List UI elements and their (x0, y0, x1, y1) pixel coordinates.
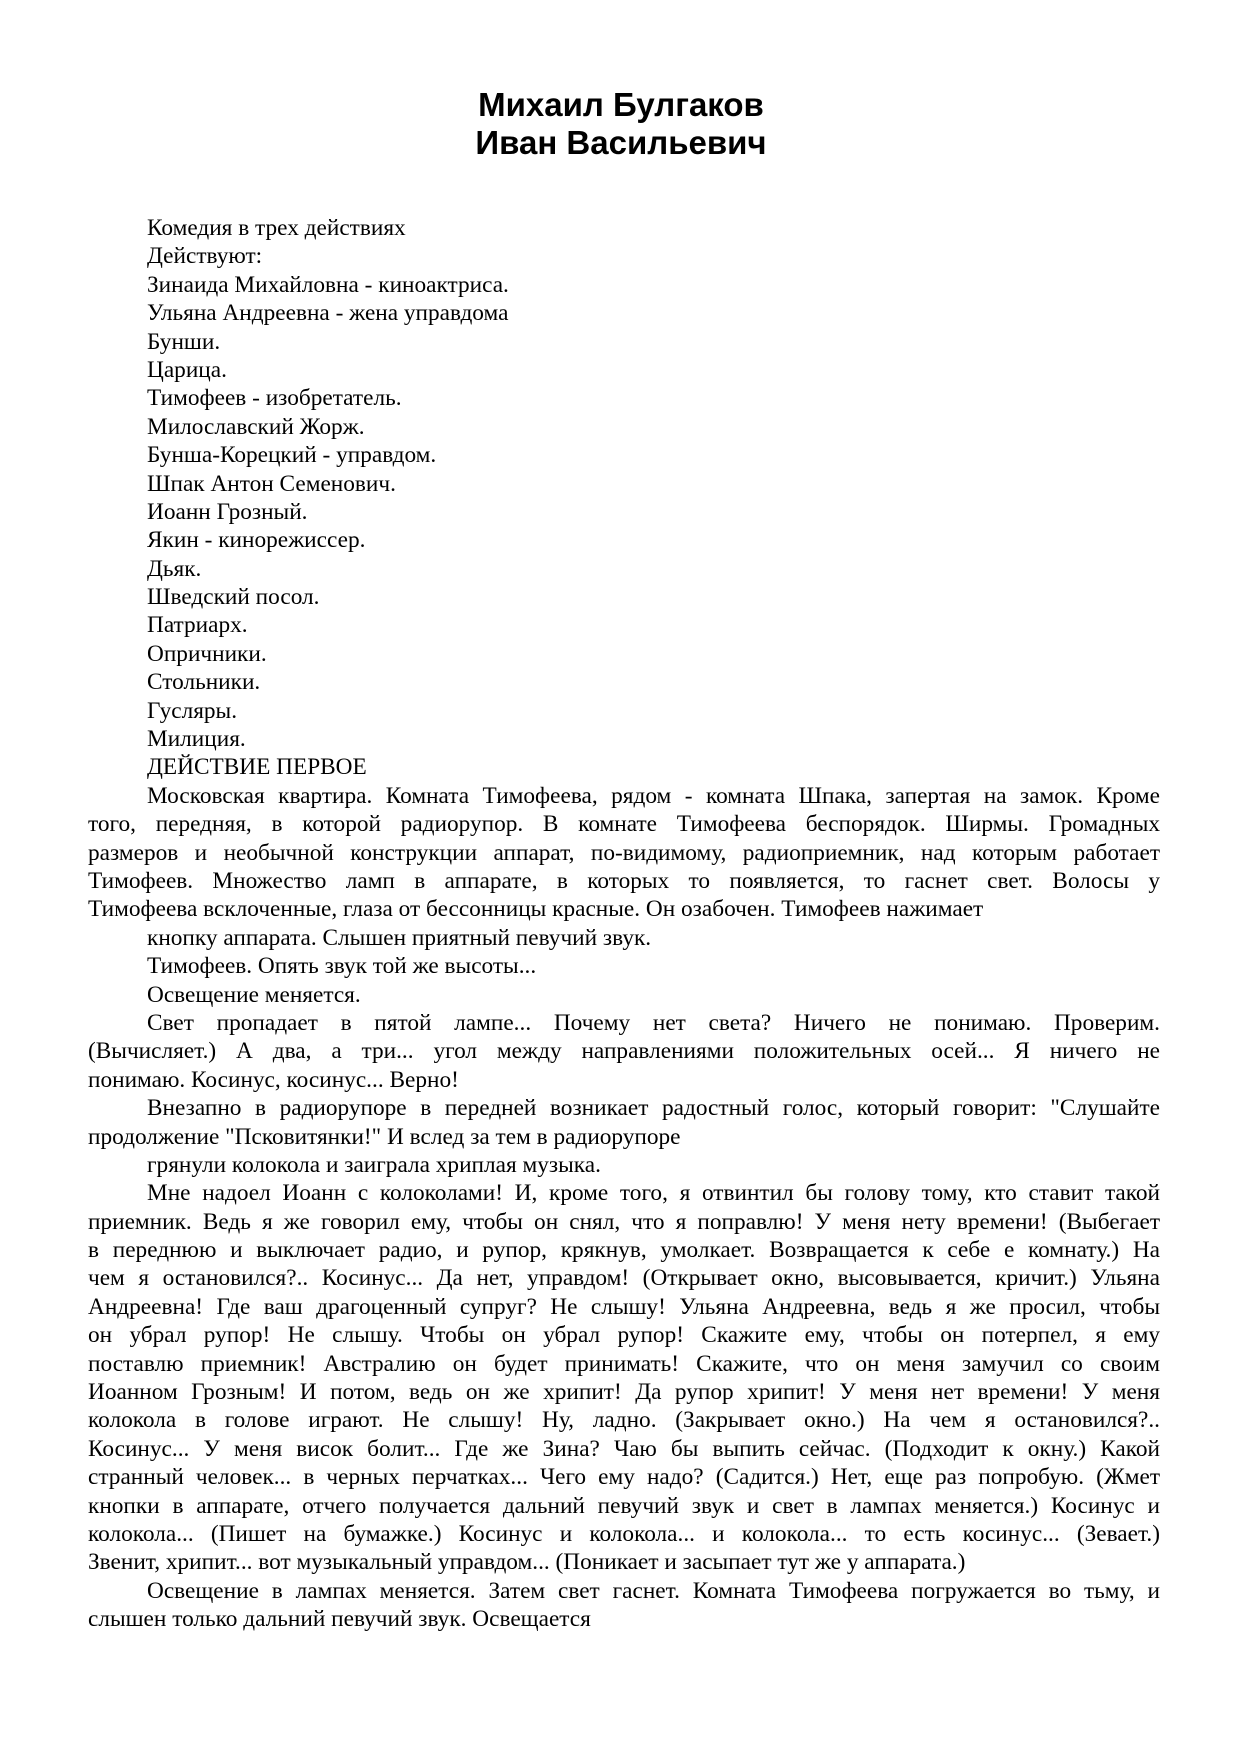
paragraph-line: поставлю приемник! Австралию он будет принимать! Скажите, что он меня замучил со своим (88, 1350, 1160, 1377)
paragraph-line: Мне надоел Иоанн с колоколами! И, кроме того, я отвинтил бы голову тому, кто ставит такой (147, 1180, 1160, 1207)
paragraph-line: Московская квартира. Комната Тимофеева, рядом - комната Шпака, запертая на замок. Кроме (147, 782, 1160, 809)
cast-item: Тимофеев - изобретатель. (147, 385, 402, 412)
cast-item: Якин - кинорежиссер. (147, 527, 366, 554)
paragraph-line: Иоанном Грозным! И потом, ведь он же хрипит! Да рупор хрипит! У меня нет времени! У меня (88, 1379, 1160, 1406)
play-title-heading: Иван Васильевич (475, 124, 767, 161)
paragraph-line: Звенит, хрипит... вот музыкальный управдом... (Поникает и засыпает тут же у аппарата.) (88, 1549, 966, 1576)
act-heading: ДЕЙСТВИЕ ПЕРВОЕ (147, 754, 367, 781)
paragraph-line: Тимофеев. Множество ламп в аппарате, в которых то появляется, то гаснет свет. Волосы у (88, 867, 1160, 894)
cast-item: Патриарх. (147, 612, 248, 639)
paragraph-line: кнопку аппарата. Слышен приятный певучий звук. (147, 924, 652, 951)
paragraph-line: продолжение "Псковитянки!" И вслед за тем в радиорупоре (88, 1123, 681, 1150)
cast-item: Бунши. (147, 328, 221, 355)
paragraph-line: он убрал рупор! Не слышу. Чтобы он убрал рупор! Скажите ему, чтобы он потерпел, я ему (88, 1322, 1160, 1349)
paragraph-line: в переднюю и выключает радио, и рупор, крякнув, умолкает. Возвращается к себе е комнату.) На (88, 1237, 1160, 1264)
paragraph-line: странный человек... в черных перчатках... Чего ему надо? (Садится.) Нет, еще раз попробую. (Жмет (88, 1464, 1160, 1491)
paragraph-line: Освещение в лампах меняется. Затем свет гаснет. Комната Тимофеева погружается во тьму, и (147, 1577, 1160, 1604)
cast-item: Бунша-Корецкий - управдом. (147, 442, 437, 469)
paragraph-line: чем я остановился?.. Косинус... Да нет, управдом! (Открывает окно, высовывается, кричит.) Ульяна (88, 1265, 1160, 1292)
paragraph-line: грянули колокола и заиграла хриплая музыка. (147, 1151, 601, 1178)
cast-item: Иоанн Грозный. (147, 498, 308, 525)
document-body (88, 214, 1160, 1634)
cast-item: Шпак Антон Семенович. (147, 470, 396, 497)
paragraph-line: того, передняя, в которой радиорупор. В комнате Тимофеева беспорядок. Ширмы. Громадных (88, 811, 1160, 838)
paragraph-line: Косинус... У меня висок болит... Где же Зина? Чаю бы выпить сейчас. (Подходит к окну.) Какой (88, 1435, 1160, 1462)
paragraph-line: Тимофеева всклоченные, глаза от бессонницы красные. Он озабочен. Тимофеев нажимает (88, 896, 984, 923)
paragraph-line: понимаю. Косинус, косинус... Верно! (88, 1066, 459, 1093)
paragraph-line: Тимофеев. Опять звук той же высоты... (147, 953, 537, 980)
cast-item: Зинаида Михайловна - киноактриса. (147, 271, 509, 298)
cast-heading: Действуют: (147, 243, 263, 270)
cast-item: Милиция. (147, 726, 246, 753)
cast-item: Опричники. (147, 640, 267, 667)
paragraph-line: Внезапно в радиорупоре в передней возникает радостный голос, который говорит: "Слушайте (147, 1095, 1160, 1122)
cast-item: Гусляры. (147, 697, 238, 724)
cast-item: Ульяна Андреевна - жена управдома (147, 300, 509, 327)
paragraph-line: Освещение меняется. (147, 981, 361, 1008)
paragraph-line: колокола в голове играют. Не слышу! Ну, ладно. (Закрывает окно.) На чем я остановился?.. (88, 1407, 1160, 1434)
author-heading: Михаил Булгаков (478, 86, 764, 123)
paragraph-line: Свет пропадает в пятой лампе... Почему нет света? Ничего не понимаю. Проверим. (147, 1009, 1160, 1036)
subtitle-line: Комедия в трех действиях (147, 215, 406, 241)
paragraph-line: размеров и необычной конструкции аппарат, по-видимому, радиоприемник, над которым работает (88, 839, 1160, 866)
paragraph-line: кнопки в аппарате, отчего получается дальний певучий звук и свет в лампах меняется.) Косинус и (88, 1492, 1160, 1519)
paragraph-line: Андреевна! Где ваш драгоценный супруг? Не слышу! Ульяна Андреевна, ведь я же просил, чтобы (88, 1293, 1160, 1320)
paragraph-line: колокола... (Пишет на бумажке.) Косинус и колокола... и колокола... то есть косинус... (Зевает.) (88, 1520, 1160, 1547)
cast-item: Дьяк. (147, 555, 202, 582)
paragraph-line: (Вычисляет.) А два, а три... угол между направлениями положительных осей... Я ничего не (88, 1038, 1160, 1065)
cast-item: Стольники. (147, 669, 261, 696)
paragraph-line: приемник. Ведь я же говорил ему, чтобы он снял, что я поправлю! У меня нету времени! (Выбегает (88, 1208, 1160, 1235)
paragraph-line: слышен только дальний певучий звук. Освещается (88, 1606, 591, 1633)
cast-item: Милославский Жорж. (147, 413, 365, 440)
cast-item: Шведский посол. (147, 584, 320, 611)
cast-item: Царица. (147, 356, 227, 383)
